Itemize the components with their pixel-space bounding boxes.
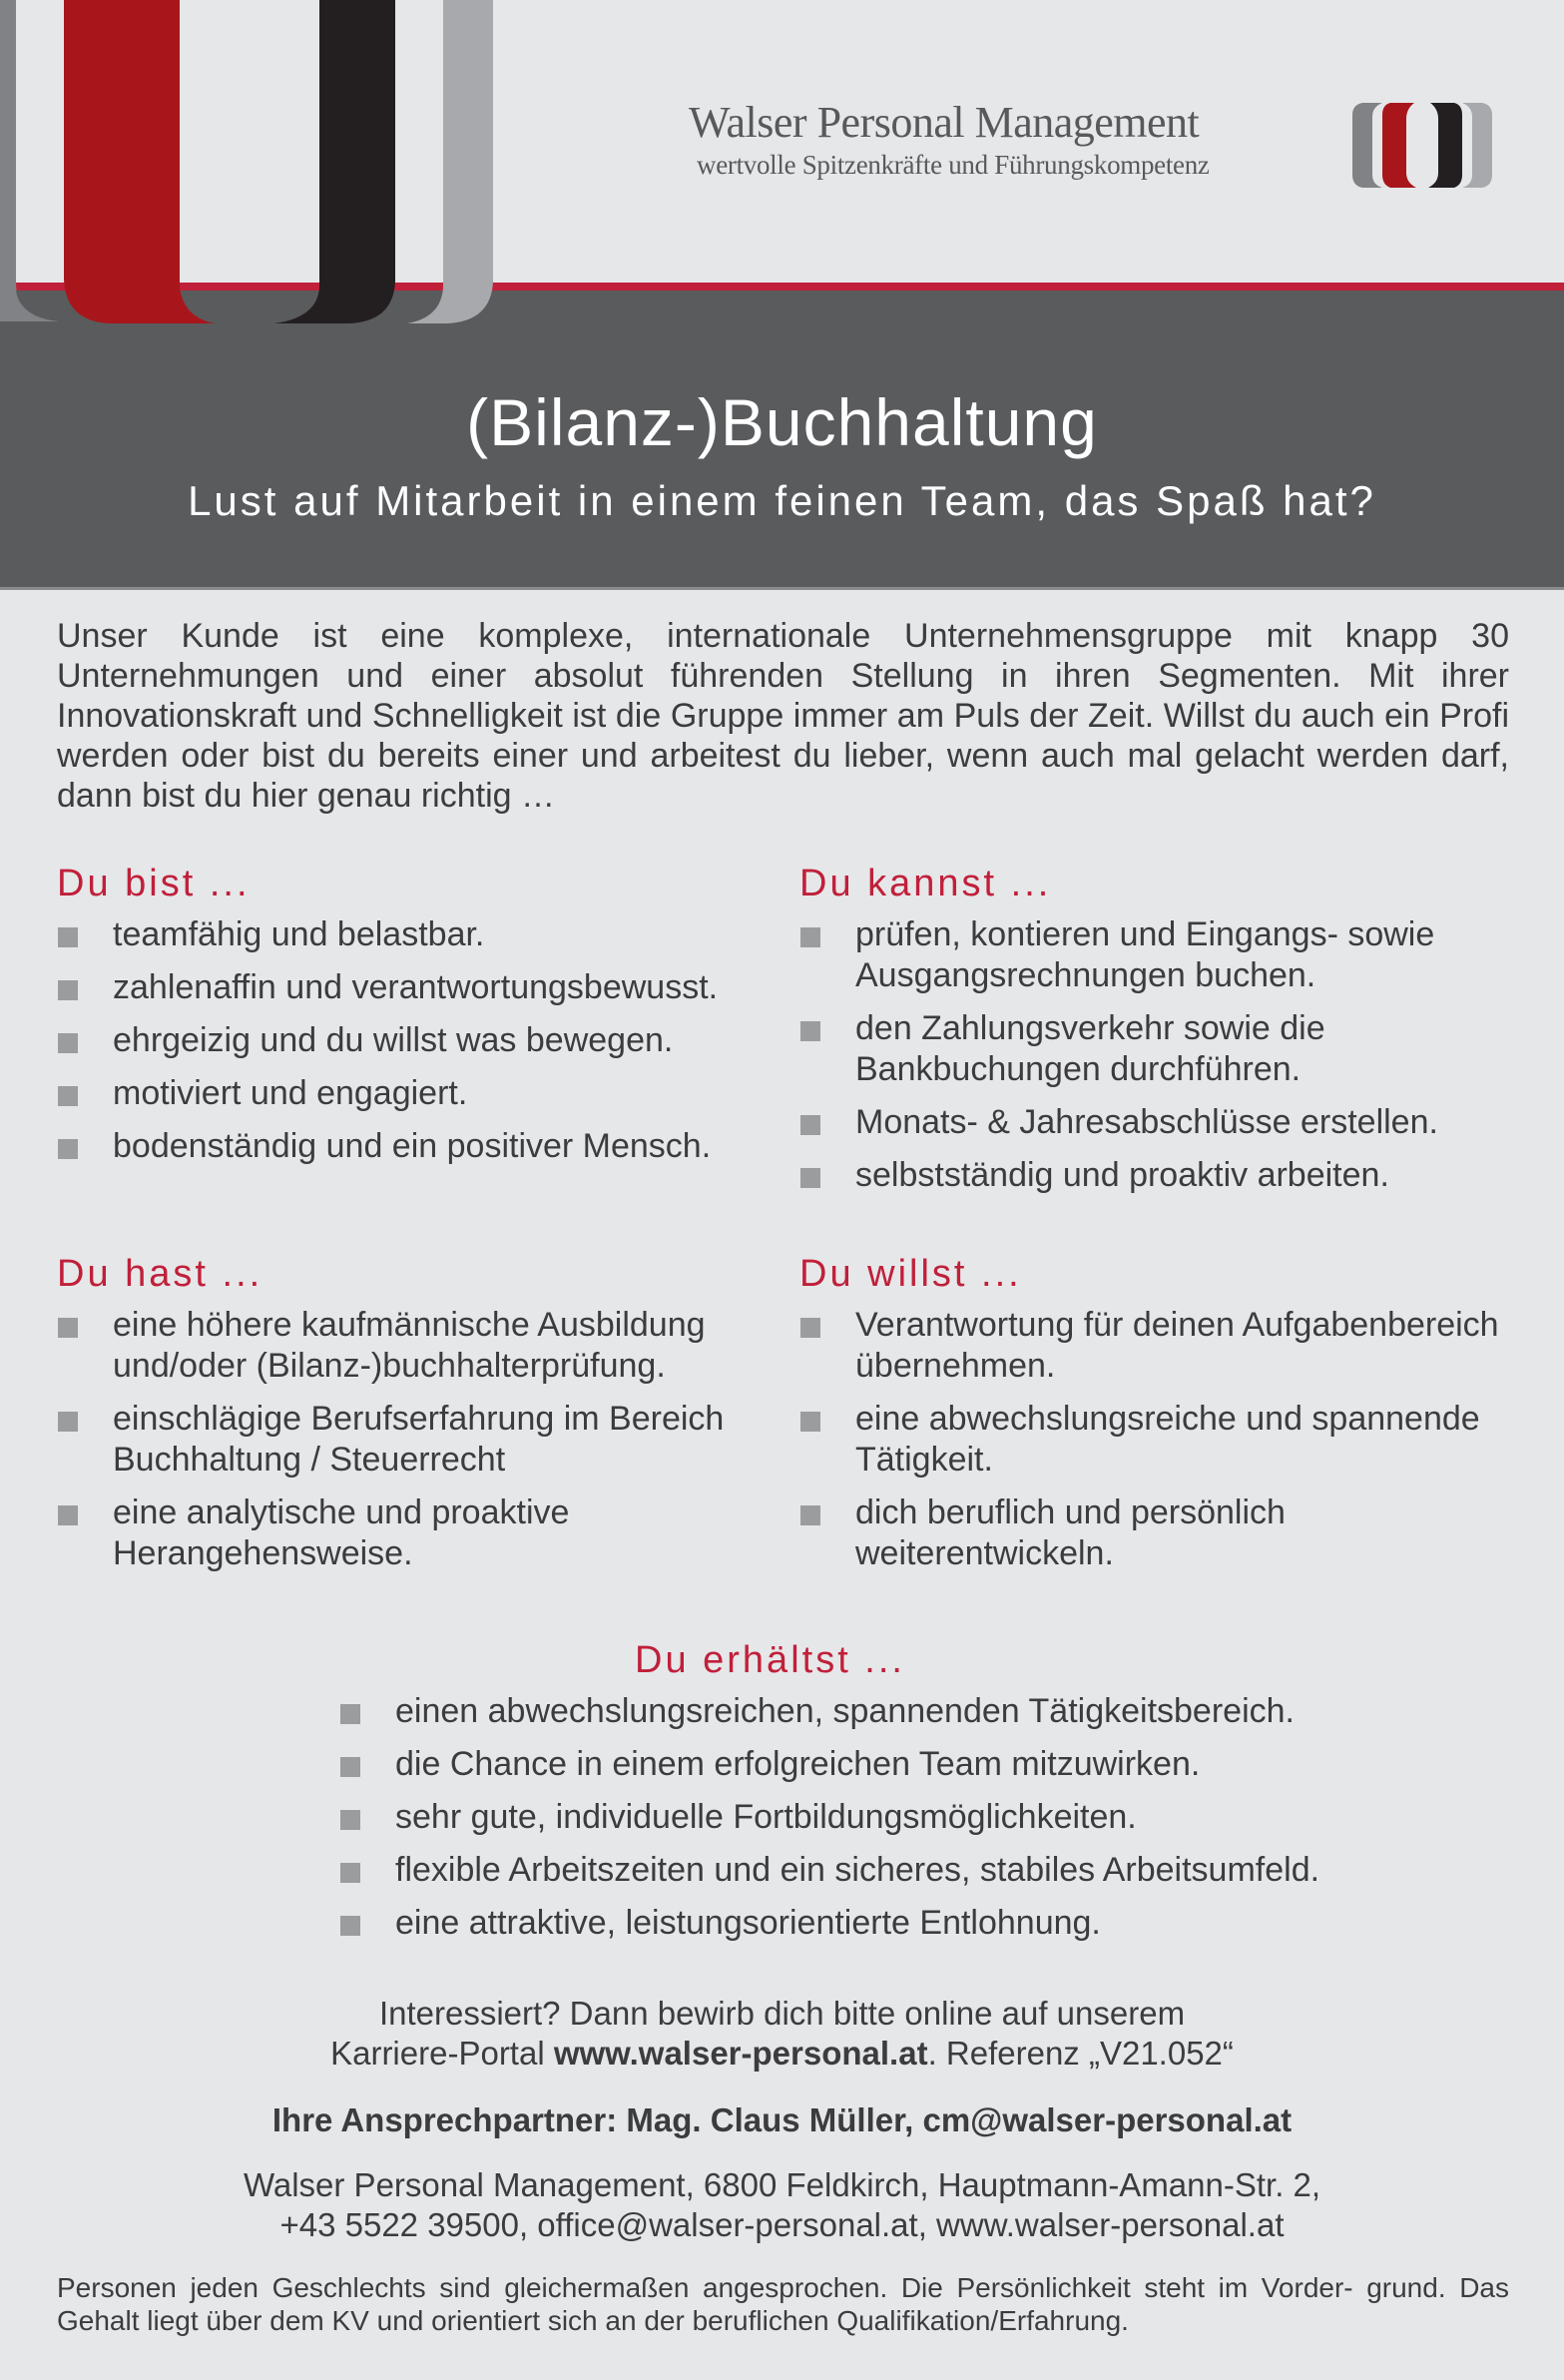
square-bullet-icon bbox=[800, 1412, 820, 1432]
square-bullet-icon bbox=[800, 927, 820, 947]
list-item: motiviert und engagiert. bbox=[57, 1073, 776, 1114]
list-item: eine höhere kaufmännische Ausbildung und/oder (Bilanz-)buchhalterprüfung. bbox=[57, 1305, 776, 1387]
square-bullet-icon bbox=[340, 1810, 360, 1830]
address-line-2: +43 5522 39500, office@walser-personal.at, www.walser-personal.at bbox=[279, 2206, 1285, 2243]
list-item: eine abwechslungsreiche und spannende Tätigkeit. bbox=[799, 1399, 1518, 1481]
square-bullet-icon bbox=[58, 980, 78, 1000]
apply-line-1: Interessiert? Dann bewirb dich bitte online auf unserem bbox=[378, 1995, 1186, 2032]
section-heading: Du erhältst ... bbox=[635, 1639, 905, 1681]
section-du-kannst bbox=[799, 861, 1518, 1208]
list-item: dich beruflich und persönlich weiterentwickeln. bbox=[799, 1492, 1518, 1574]
apply-line-2: Karriere-Portal www.walser-personal.at. Referenz „V21.052“ bbox=[330, 2035, 1234, 2072]
list-item: Monats- & Jahresabschlüsse erstellen. bbox=[799, 1102, 1518, 1143]
intro-paragraph: Unser Kunde ist eine komplexe, internationale Unternehmensgruppe mit knapp 30 Unternehmungen und einer absolut führenden Stellung in ihren Segmenten. Mit ihrer Innovationskraft und Schnelligkeit ist die Gruppe immer am Puls der Zeit. Willst du auch ein Profi werden oder bist du bereits einer und arbeitest du lieber, wenn auch mal gelacht werden darf, dann bist du hier genau richtig … bbox=[57, 617, 1509, 815]
section-du-bist bbox=[57, 861, 776, 1179]
brand-block bbox=[689, 98, 1327, 182]
list-item: die Chance in einem erfolgreichen Team mitzuwirken. bbox=[339, 1744, 1397, 1785]
square-bullet-icon bbox=[58, 1086, 78, 1106]
square-bullet-icon bbox=[58, 1033, 78, 1053]
section-heading: Du bist ... bbox=[57, 863, 251, 904]
square-bullet-icon bbox=[340, 1863, 360, 1883]
square-bullet-icon bbox=[340, 1757, 360, 1777]
list-item: sehr gute, individuelle Fortbildungsmöglichkeiten. bbox=[339, 1797, 1397, 1838]
brand-name: Walser Personal Management bbox=[689, 98, 1200, 147]
contact-person: Ihre Ansprechpartner: Mag. Claus Müller, cm@walser-personal.at bbox=[271, 2101, 1293, 2138]
list-item: prüfen, kontieren und Eingangs- sowie Ausgangsrechnungen buchen. bbox=[799, 914, 1518, 996]
list-item: flexible Arbeitszeiten und ein sicheres, stabiles Arbeitsumfeld. bbox=[339, 1850, 1397, 1891]
job-subtitle: Lust auf Mitarbeit in einem feinen Team, das Spaß hat? bbox=[188, 477, 1376, 524]
deco-gray-right-bracket bbox=[407, 0, 493, 323]
brand-tagline: wertvolle Spitzenkräfte und Führungskompetenz bbox=[697, 150, 1210, 180]
deco-gray-left-bracket bbox=[0, 0, 60, 321]
address-line-1: Walser Personal Management, 6800 Feldkirch, Hauptmann-Amann-Str. 2, bbox=[243, 2166, 1321, 2203]
section-du-hast bbox=[57, 1251, 776, 1586]
list-item: teamfähig und belastbar. bbox=[57, 914, 776, 955]
list-item: zahlenaffin und verantwortungsbewusst. bbox=[57, 967, 776, 1008]
list-item: Verantwortung für deinen Aufgabenbereich übernehmen. bbox=[799, 1305, 1518, 1387]
section-du-erhaeltst bbox=[339, 1637, 1397, 1956]
section-du-willst bbox=[799, 1251, 1518, 1586]
square-bullet-icon bbox=[58, 1505, 78, 1525]
deco-red-bracket bbox=[64, 0, 215, 323]
list-item: bodenständig und ein positiver Mensch. bbox=[57, 1126, 776, 1167]
bullet-list bbox=[799, 914, 1518, 1196]
square-bullet-icon bbox=[58, 927, 78, 947]
banner-bottom-edge bbox=[0, 587, 1564, 590]
career-portal-link[interactable]: www.walser-personal.at bbox=[553, 2035, 928, 2072]
list-item: selbstständig und proaktiv arbeiten. bbox=[799, 1155, 1518, 1196]
list-item: den Zahlungsverkehr sowie die Bankbuchungen durchführen. bbox=[799, 1008, 1518, 1090]
list-item: eine analytische und proaktive Herangehensweise. bbox=[57, 1492, 776, 1574]
bullet-list bbox=[339, 1691, 1397, 1944]
bullet-list bbox=[57, 1305, 776, 1574]
list-item: einen abwechslungsreichen, spannenden Tätigkeitsbereich. bbox=[339, 1691, 1397, 1732]
bullet-list bbox=[799, 1305, 1518, 1574]
square-bullet-icon bbox=[58, 1318, 78, 1338]
square-bullet-icon bbox=[58, 1412, 78, 1432]
brand-logo-icon bbox=[1352, 103, 1492, 188]
section-heading: Du willst ... bbox=[799, 1253, 1022, 1295]
square-bullet-icon bbox=[340, 1704, 360, 1724]
section-heading: Du hast ... bbox=[57, 1253, 263, 1295]
square-bullet-icon bbox=[800, 1021, 820, 1041]
disclaimer: Personen jeden Geschlechts sind gleichermaßen angesprochen. Die Persönlichkeit steht im Vorder- grund. Das Gehalt liegt über dem KV und orientiert sich an der beruflichen Qualifikation/Erfahrung. bbox=[57, 2272, 1509, 2336]
job-title: (Bilanz-)Buchhaltung bbox=[466, 385, 1098, 459]
list-item: eine attraktive, leistungsorientierte Entlohnung. bbox=[339, 1903, 1397, 1944]
list-item: einschlägige Berufserfahrung im Bereich Buchhaltung / Steuerrecht bbox=[57, 1399, 776, 1481]
list-item: ehrgeizig und du willst was bewegen. bbox=[57, 1020, 776, 1061]
company-address bbox=[0, 2165, 1564, 2245]
square-bullet-icon bbox=[58, 1139, 78, 1159]
square-bullet-icon bbox=[800, 1168, 820, 1188]
decorative-brackets-icon bbox=[0, 0, 559, 329]
deco-black-bracket bbox=[274, 0, 395, 323]
bullet-list bbox=[57, 914, 776, 1167]
square-bullet-icon bbox=[800, 1318, 820, 1338]
square-bullet-icon bbox=[800, 1115, 820, 1135]
application-info bbox=[0, 1994, 1564, 2074]
square-bullet-icon bbox=[800, 1505, 820, 1525]
section-heading: Du kannst ... bbox=[799, 863, 1052, 904]
square-bullet-icon bbox=[340, 1916, 360, 1936]
